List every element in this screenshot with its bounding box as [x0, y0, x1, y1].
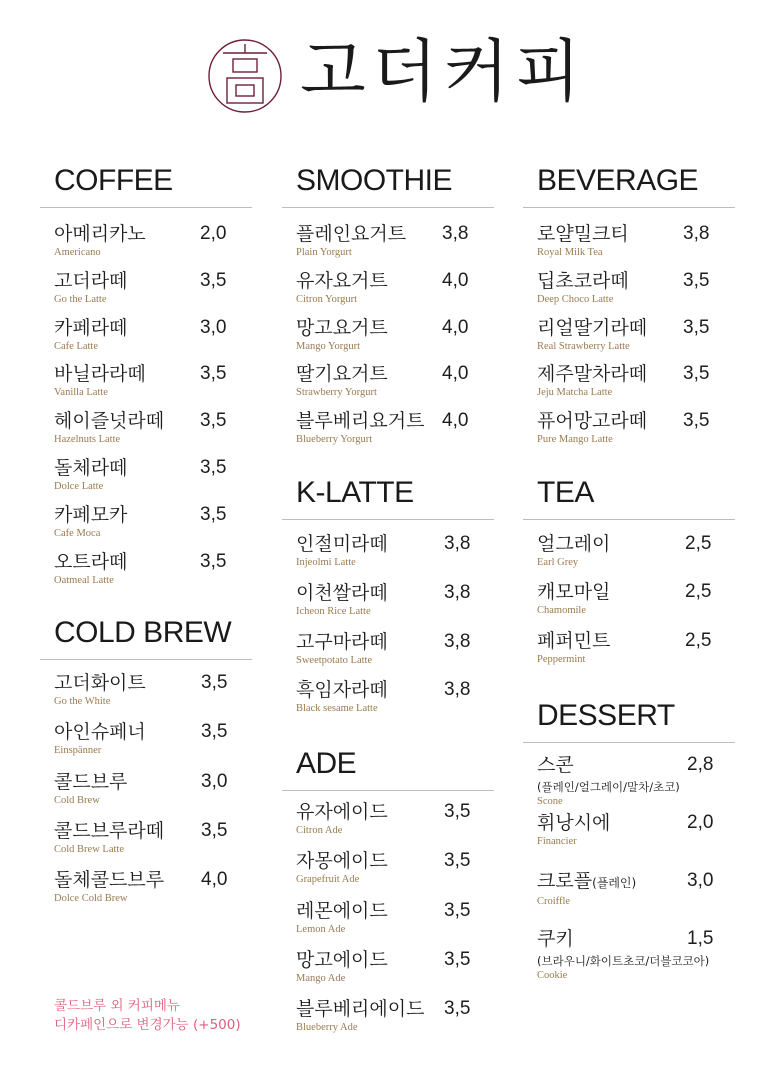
menu-item-price: 3,8 [442, 223, 469, 244]
menu-item-price: 3,0 [200, 316, 227, 338]
menu-item-name-text: 얼그레이 [537, 533, 611, 555]
menu-item-price: 3,0 [201, 770, 228, 792]
menu-item [54, 222, 266, 260]
section-title: SMOOTHIE [282, 163, 494, 208]
menu-item-name [537, 532, 749, 556]
menu-item [296, 409, 508, 447]
menu-item-name-text: 캐모마일 [537, 581, 611, 604]
menu-item [296, 362, 508, 400]
menu-item-english-name: Cookie [537, 970, 568, 981]
section-title: K-LATTE [282, 475, 494, 520]
menu-item-english-name: Grapefruit Ade [296, 874, 360, 886]
menu-item-price: 3,5 [444, 998, 471, 1020]
decaf-note-line2: 디카페인으로 변경가능 (+500) [54, 1017, 241, 1033]
menu-item-price: 2,5 [685, 629, 712, 651]
menu-item-name [54, 550, 266, 574]
menu-item-price: 3,5 [683, 316, 710, 338]
menu-item [296, 678, 508, 716]
menu-item-name-text: 헤이즐넛라떼 [54, 410, 165, 433]
menu-item-name [537, 316, 749, 340]
section-title: COLD BREW [40, 615, 252, 660]
menu-item [296, 630, 508, 668]
menu-item-name [537, 869, 749, 895]
menu-item-name-text: 유자요거트 [296, 269, 388, 292]
menu-item-name [54, 868, 266, 892]
menu-item-name [296, 899, 508, 923]
menu-item-price: 2,0 [200, 223, 227, 244]
menu-item-name [537, 409, 749, 433]
menu-item-name [54, 222, 266, 246]
menu-item [537, 753, 749, 809]
menu-item-english-name: Plain Yorgurt [296, 247, 352, 258]
section-tea [523, 475, 735, 665]
menu-item-english-name: Cafe Latte [54, 340, 99, 352]
section-title: COFFEE [40, 163, 252, 208]
menu-item-price: 3,8 [683, 223, 710, 244]
menu-item-name-text: 유자에이드 [296, 801, 388, 823]
menu-item-english-name: Earl Grey [537, 557, 579, 568]
menu-item-name-text: 로얄밀크티 [537, 223, 629, 245]
menu-item-english-name: Pure Mango Latte [537, 434, 613, 446]
menu-item-price: 3,8 [444, 533, 471, 554]
menu-item-name [537, 811, 749, 835]
menu-item [296, 948, 508, 986]
section-coldbrew [40, 615, 252, 905]
menu-item-price: 3,8 [444, 581, 471, 603]
menu-item-options: (브라우니/화이트초코/더블코코아) [537, 954, 710, 968]
menu-item [537, 222, 749, 260]
menu-item [537, 532, 749, 570]
section-title: BEVERAGE [523, 163, 735, 208]
menu-item [296, 269, 508, 307]
menu-item-name-text: 인절미라떼 [296, 533, 388, 555]
menu-item [296, 316, 508, 354]
menu-item-english-name: Cafe Moca [54, 527, 101, 539]
menu-item-name-text: 콜드브루 [54, 770, 128, 793]
menu-item-name-text: 제주말차라떼 [537, 363, 648, 386]
menu-item [537, 811, 749, 849]
menu-item-english-name: Einspänner [54, 745, 102, 757]
menu-item-price: 4,0 [201, 869, 228, 891]
menu-item-name-text: 카페라떼 [54, 316, 128, 339]
menu-item-name-text: 아인슈페너 [54, 721, 146, 744]
menu-item-name-text: 딥초코라떼 [537, 269, 629, 292]
menu-item-price: 3,5 [200, 410, 227, 432]
menu-item [54, 409, 266, 447]
menu-item-english-name: Cold Brew [54, 794, 100, 806]
menu-item-name-text: 리얼딸기라떼 [537, 316, 648, 339]
menu-item [537, 869, 749, 909]
menu-item [296, 222, 508, 260]
menu-item-note: (플레인) [592, 876, 637, 890]
menu-item-price: 3,5 [201, 672, 228, 693]
menu-item [296, 532, 508, 570]
menu-item [296, 997, 508, 1035]
menu-item-price: 2,8 [687, 754, 714, 775]
menu-item-name [296, 362, 508, 386]
section-title: ADE [282, 746, 494, 791]
menu-item [54, 316, 266, 354]
menu-item-name-text: 오트라떼 [54, 550, 128, 573]
menu-item-english-name: Icheon Rice Latte [296, 605, 371, 617]
menu-item-english-name: Croiffle [537, 896, 571, 907]
section-title: DESSERT [523, 698, 735, 743]
menu-item-price: 2,5 [685, 533, 712, 554]
menu-item-name [54, 269, 266, 293]
menu-item-name-text: 스콘 [537, 754, 574, 776]
menu-item [296, 899, 508, 937]
menu-item-name-text: 망고요거트 [296, 316, 388, 339]
menu-item-name [296, 800, 508, 824]
menu-item-name [537, 269, 749, 293]
menu-item-name [296, 678, 508, 702]
menu-item-english-name: Blueberry Ade [296, 1022, 358, 1034]
menu-item-price: 3,5 [444, 948, 471, 970]
menu-item-name [537, 629, 749, 653]
menu-item-english-name: Real Strawberry Latte [537, 340, 630, 352]
section-ade [282, 746, 494, 1034]
menu-item-english-name: Cold Brew Latte [54, 843, 124, 855]
menu-item [296, 581, 508, 619]
menu-item-name [54, 671, 266, 695]
menu-item-price: 3,0 [687, 870, 714, 891]
section-klatte [282, 475, 494, 715]
menu-item-english-name: Financier [537, 836, 577, 847]
section-beverage [523, 163, 735, 446]
menu-item-name-text: 고더라떼 [54, 269, 128, 292]
menu-item-name-text: 고더화이트 [54, 672, 146, 694]
menu-item [54, 456, 266, 494]
menu-item-name [296, 849, 508, 873]
menu-item [54, 503, 266, 541]
menu-item-name-text: 퓨어망고라떼 [537, 410, 648, 433]
menu-item-english-name: Black sesame Latte [296, 703, 378, 715]
menu-item-price: 3,5 [444, 801, 471, 822]
menu-item-price: 3,8 [444, 679, 471, 701]
menu-item-english-name: Hazelnuts Latte [54, 434, 121, 446]
menu-item-name [296, 316, 508, 340]
menu-item [54, 868, 266, 906]
menu-item-price: 3,5 [201, 721, 228, 743]
menu-item-english-name: Mango Yorgurt [296, 340, 360, 352]
menu-item [54, 819, 266, 857]
menu-item-name-text: 돌체콜드브루 [54, 869, 165, 892]
go-seal-icon [207, 38, 283, 114]
menu-item [54, 362, 266, 400]
menu-item-price: 3,5 [200, 269, 227, 291]
menu-item-name [537, 753, 749, 777]
menu-item-name [54, 456, 266, 480]
menu-item-price: 2,0 [687, 812, 714, 833]
menu-item-price: 3,5 [201, 819, 228, 841]
menu-item-price: 4,0 [442, 316, 469, 338]
menu-item-name-text: 카페모카 [54, 503, 128, 526]
menu-item [537, 316, 749, 354]
menu-item-name-text: 블루베리에이드 [296, 998, 425, 1021]
menu-item-english-name: Oatmeal Latte [54, 574, 114, 586]
menu-item-price: 3,5 [683, 363, 710, 385]
menu-item-name [296, 269, 508, 293]
menu-item-name [54, 503, 266, 527]
menu-item-english-name: Sweetpotato Latte [296, 654, 373, 666]
menu-item [537, 580, 749, 618]
menu-item-english-name: Strawberry Yorgurt [296, 387, 377, 399]
section-coffee [40, 163, 252, 586]
menu-item-price: 3,5 [200, 363, 227, 385]
section-dessert [523, 698, 735, 981]
menu-item-name [537, 222, 749, 246]
menu-item-english-name: Deep Choco Latte [537, 293, 614, 305]
menu-item-name-text: 휘낭시에 [537, 812, 611, 834]
menu-item [537, 269, 749, 307]
menu-item [54, 550, 266, 588]
menu-item-name-text: 돌체라떼 [54, 457, 128, 479]
menu-item-price: 3,8 [444, 630, 471, 652]
menu-item-name-text: 흑임자라떼 [296, 679, 388, 702]
menu-item-name-text: 딸기요거트 [296, 363, 388, 386]
menu-item-name [537, 580, 749, 604]
menu-item-name-text: 바닐라라떼 [54, 363, 146, 386]
menu-item-name [54, 409, 266, 433]
menu-item-name-text: 아메리카노 [54, 223, 146, 245]
menu-item-english-name: Go the Latte [54, 293, 107, 305]
menu-item-name [296, 222, 508, 246]
menu-item-name [296, 630, 508, 654]
menu-item [537, 927, 749, 983]
decaf-note [54, 997, 241, 1035]
menu-item-name [54, 316, 266, 340]
menu-item-price: 3,5 [444, 850, 471, 872]
menu-item-name [54, 819, 266, 843]
menu-item-name [296, 409, 508, 433]
menu-item-price: 1,5 [687, 928, 714, 949]
menu-item-name [296, 532, 508, 556]
menu-item-english-name: Citron Yorgurt [296, 293, 358, 305]
menu-item-price: 3,5 [444, 899, 471, 921]
menu-item-name [54, 362, 266, 386]
menu-item-english-name: Peppermint [537, 653, 586, 665]
menu-item-english-name: Dolce Latte [54, 481, 104, 492]
menu-item-price: 3,5 [200, 457, 227, 478]
menu-item-price: 3,5 [683, 269, 710, 291]
menu-item [54, 671, 266, 709]
section-title: TEA [523, 475, 735, 520]
menu-item-english-name: Chamomile [537, 605, 586, 617]
menu-item-name-text: 자몽에이드 [296, 850, 388, 873]
menu-item-name [537, 362, 749, 386]
menu-item-name [296, 581, 508, 605]
menu-item-name-text: 블루베리요거트 [296, 410, 425, 433]
menu-item-english-name: Mango Ade [296, 972, 346, 984]
menu-item-name [296, 997, 508, 1021]
menu-item [537, 362, 749, 400]
menu-item-name-text: 플레인요거트 [296, 223, 407, 245]
menu-item-name [296, 948, 508, 972]
menu-item-name-text: 고구마라떼 [296, 630, 388, 653]
menu-item-english-name: Vanilla Latte [54, 387, 108, 399]
menu-item-english-name: Lemon Ade [296, 923, 346, 935]
menu-item-name-text: 크로플 [537, 870, 593, 892]
menu-item-price: 3,5 [200, 503, 227, 525]
menu-item-price: 4,0 [442, 363, 469, 385]
menu-item [54, 720, 266, 758]
menu-item-name-text: 레몬에이드 [296, 899, 388, 922]
menu-item-price: 4,0 [442, 410, 469, 432]
menu-item-price: 3,5 [200, 550, 227, 572]
menu-item-english-name: Jeju Matcha Latte [537, 387, 613, 399]
menu-item-english-name: Blueberry Yorgurt [296, 434, 373, 446]
menu-item [54, 770, 266, 808]
menu-item-name [54, 720, 266, 744]
menu-item-name-text: 페퍼민트 [537, 629, 611, 652]
menu-item [296, 800, 508, 838]
menu-item-english-name: Scone [537, 796, 563, 807]
menu-item-name-text: 망고에이드 [296, 948, 388, 971]
brand-title: 고더커피 [300, 33, 587, 112]
menu-item [54, 269, 266, 307]
menu-item-price: 3,5 [683, 410, 710, 432]
menu-item-english-name: Americano [54, 247, 101, 258]
menu-item-name-text: 이천쌀라떼 [296, 581, 388, 604]
menu-item-english-name: Royal Milk Tea [537, 247, 603, 258]
menu-item [296, 849, 508, 887]
menu-item-english-name: Dolce Cold Brew [54, 893, 128, 905]
section-smoothie [282, 163, 494, 446]
menu-item [537, 409, 749, 447]
menu-item [537, 629, 749, 667]
menu-item-english-name: Go the White [54, 696, 111, 707]
menu-item-price: 4,0 [442, 269, 469, 291]
menu-item-name [537, 927, 749, 951]
menu-item-name-text: 콜드브루라떼 [54, 819, 165, 842]
menu-item-english-name: Citron Ade [296, 825, 343, 836]
menu-item-price: 2,5 [685, 581, 712, 603]
menu-item-english-name: Injeolmi Latte [296, 557, 356, 568]
menu-item-options: (플레인/얼그레이/말차/초코) [537, 780, 680, 794]
menu-item-name-text: 쿠키 [537, 928, 574, 950]
decaf-note-line1: 콜드브루 외 커피메뉴 [54, 998, 180, 1014]
menu-item-name [54, 770, 266, 794]
